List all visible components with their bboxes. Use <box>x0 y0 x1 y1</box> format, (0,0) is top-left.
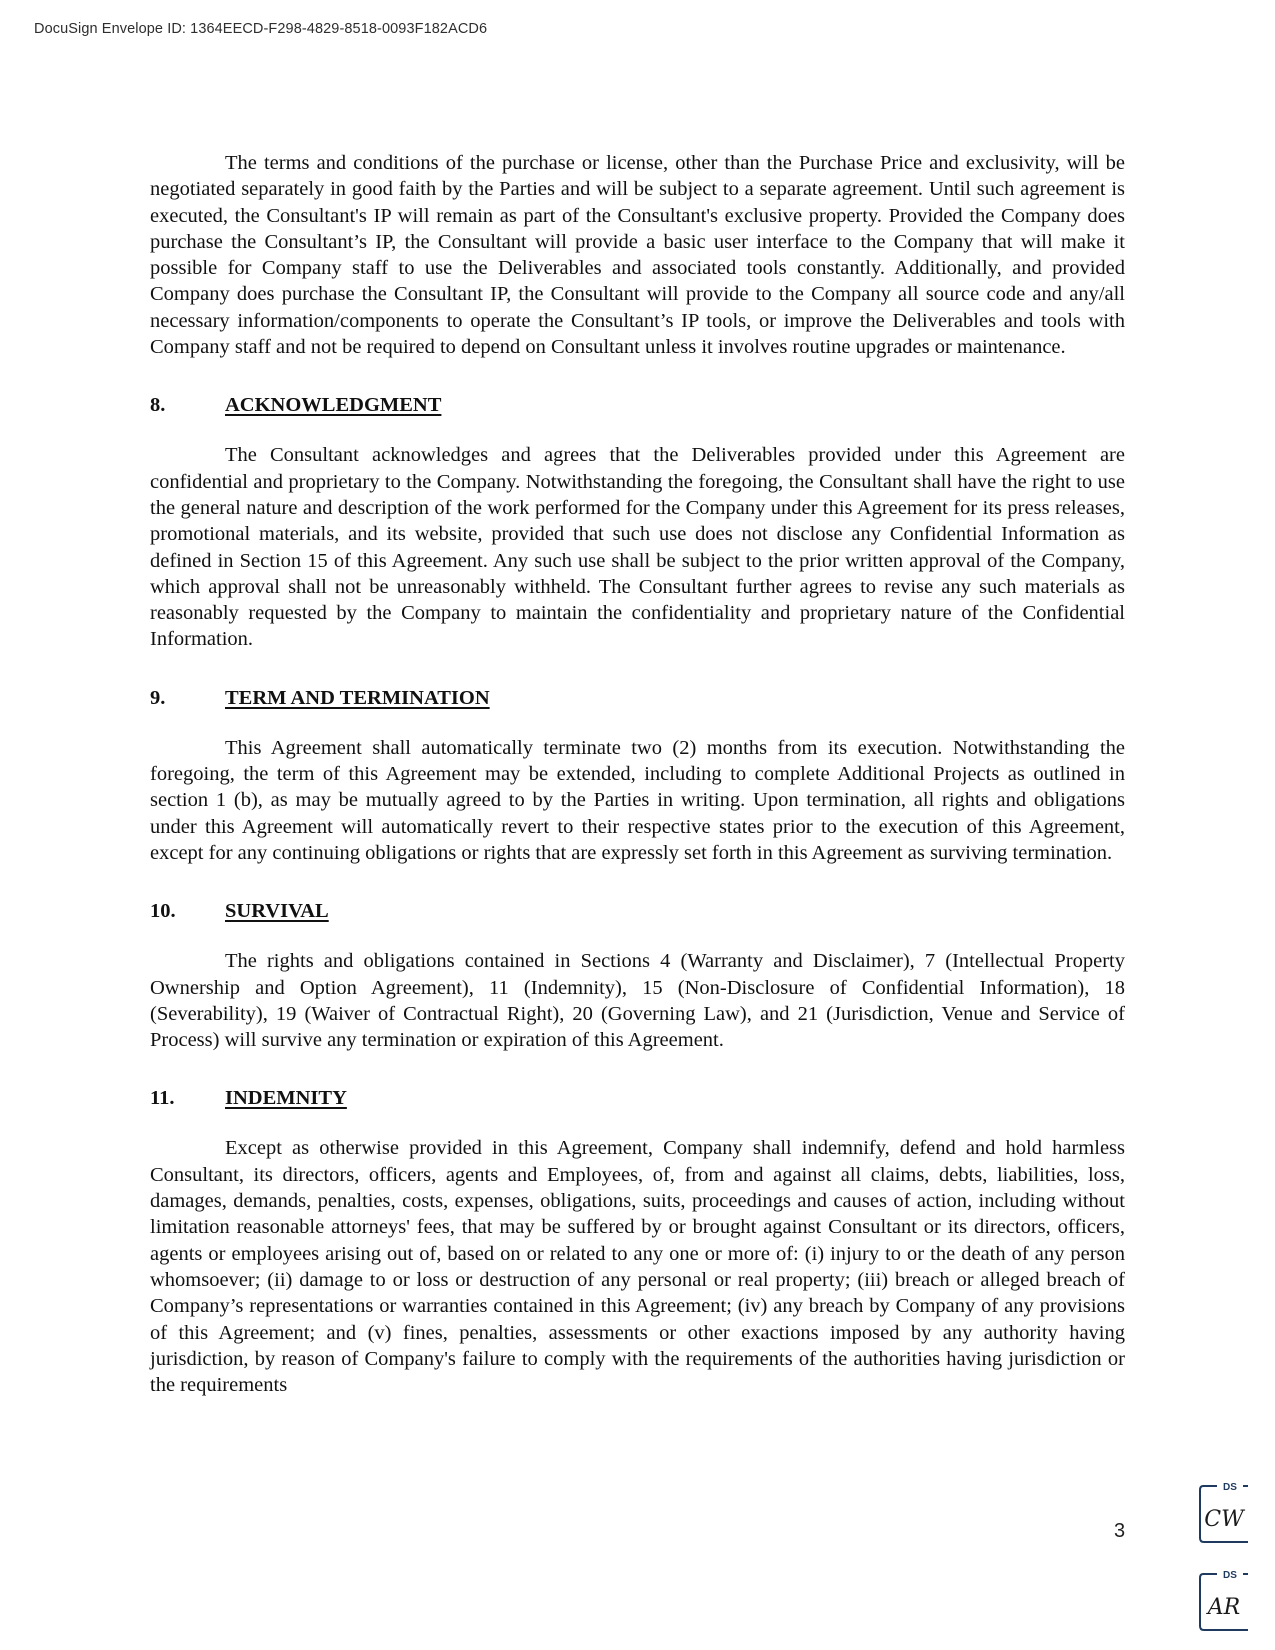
initials-frame-1 <box>1199 1480 1249 1544</box>
section-11-title: INDEMNITY <box>225 1087 347 1110</box>
initials-box-2[interactable] <box>1199 1568 1249 1632</box>
initials-frame-2 <box>1199 1568 1249 1632</box>
section-8-number: 8. <box>150 394 166 417</box>
page-number: 3 <box>1114 1520 1126 1542</box>
docusign-envelope-id: DocuSign Envelope ID: 1364EECD-F298-4829-8518-0093F182ACD6 <box>34 21 488 37</box>
section-11-body: Except as otherwise provided in this Agreement, Company shall indemnify, defend and hold harmless Consultant, its directors, officers, agents and Employees, of, from and against all claims, debts, liabilities, loss, damages, demands, penalties, costs, expenses, obligations, suits, proceedings and causes of action, including without limitation reasonable attorneys' fees, that may be suffered by or brought against Consultant or its directors, officers, agents or employees arising out of, based on or related to any one or more of: (i) injury to or the death of any person whomsoever; (ii) damage to or loss or destruction of any personal or real property; (iii) breach or alleged breach of Company’s representations or warranties contained in this Agreement; (iv) any breach by Company of any provisions of this Agreement; and (v) fines, penalties, assessments or other exactions imposed by any authority having jurisdiction, by reason of Company's failure to comply with the requirements of the authorities having jurisdiction or the requirements <box>150 1137 1125 1397</box>
section-10-title: SURVIVAL <box>225 900 329 923</box>
section-9-number: 9. <box>150 686 166 709</box>
section-10-heading <box>150 898 1125 924</box>
section-9-title: TERM AND TERMINATION <box>225 686 490 709</box>
intro-paragraph: The terms and conditions of the purchase or license, other than the Purchase Price and exclusivity, will be negotiated separately in good faith by the Parties and will be subject to a separate agreement. Until such agreement is executed, the Consultant's IP will remain as part of the Consultant's exclusive property. Provided the Company does purchase the Consultant’s IP, the Consultant will provide a basic user interface to the Company that will make it possible for Company staff to use the Deliverables and associated tools constantly. Additionally, and provided Company does purchase the Consultant IP, the Consultant will provide to the Company all source code and any/all necessary information/components to operate the Consultant’s IP tools, or improve the Deliverables and tools with Company staff and not be required to depend on Consultant unless it involves routine upgrades or maintenance. <box>150 152 1125 359</box>
section-8-body: The Consultant acknowledges and agrees that the Deliverables provided under this Agreement are confidential and proprietary to the Company. Notwithstanding the foregoing, the Consultant shall have the right to use the general nature and description of the work performed for the Company under this Agreement for its press releases, promotional materials, and its website, provided that such use does not disclose any Confidential Information as defined in Section 15 of this Agreement. Any such use shall be subject to the prior written approval of the Company, which approval shall not be unreasonably withheld. The Consultant further agrees to revise any such materials as reasonably requested by the Company to maintain the confidentiality and proprietary nature of the Confidential Information. <box>150 444 1125 651</box>
initials-text-1: CW <box>1204 1507 1244 1532</box>
ds-tag-1: DS <box>1223 1482 1237 1493</box>
section-8-title: ACKNOWLEDGMENT <box>225 394 442 417</box>
ds-tag-2: DS <box>1223 1570 1237 1581</box>
section-11-number: 11. <box>150 1087 175 1110</box>
section-8-heading <box>150 392 1125 418</box>
section-9-body: This Agreement shall automatically terminate two (2) months from its execution. Notwithstanding the foregoing, the term of this Agreement may be extended, including to complete Additional Projects as outlined in section 1 (b), as may be mutually agreed to by the Parties in writing. Upon termination, all rights and obligations under this Agreement will automatically revert to their respective states prior to the execution of this Agreement, except for any continuing obligations or rights that are expressly set forth in this Agreement as surviving termination. <box>150 736 1125 864</box>
section-11-heading <box>150 1085 1125 1111</box>
section-10-number: 10. <box>150 900 176 923</box>
section-10-body: The rights and obligations contained in Sections 4 (Warranty and Disclaimer), 7 (Intellectual Property Ownership and Option Agreement), 11 (Indemnity), 15 (Non-Disclosure of Confidential Information), 18 (Severability), 19 (Waiver of Contractual Right), 20 (Governing Law), and 21 (Jurisdiction, Venue and Service of Process) will survive any termination or expiration of this Agreement. <box>150 950 1125 1052</box>
initials-text-2: AR <box>1207 1595 1241 1620</box>
document-body <box>150 150 1125 1398</box>
initials-box-1[interactable] <box>1199 1480 1249 1544</box>
section-9-heading <box>150 685 1125 711</box>
